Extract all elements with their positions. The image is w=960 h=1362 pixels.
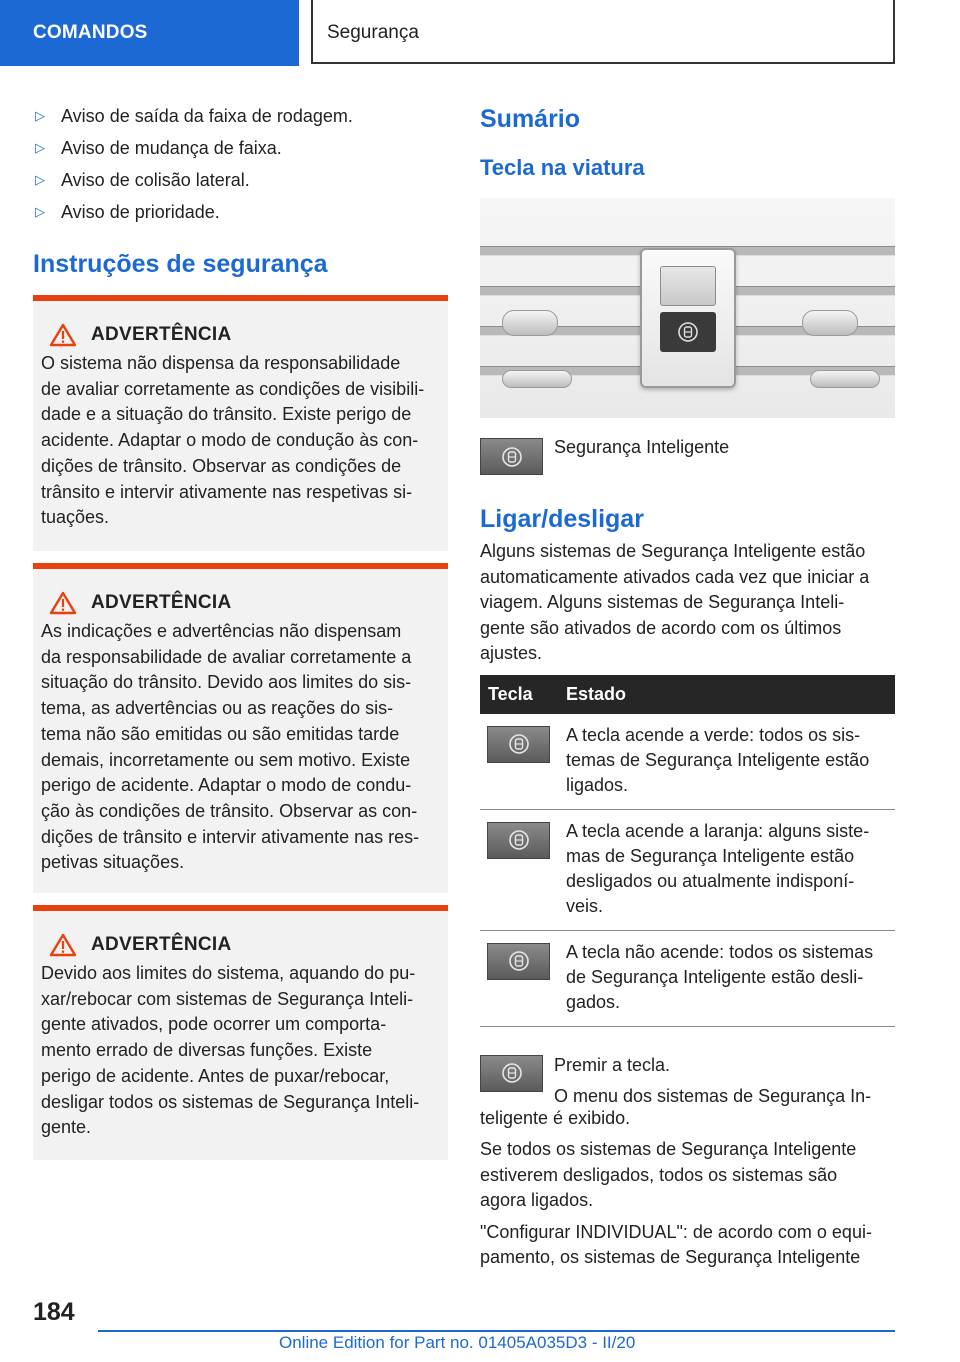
table-row: A tecla não acende: todos os sistemas de Segurança Inteligente estão desli- gados. bbox=[480, 930, 895, 1026]
menu-shown-text: O menu dos sistemas de Segurança In- bbox=[554, 1085, 872, 1106]
section-tab: COMANDOS bbox=[0, 0, 299, 66]
table-row: A tecla acende a verde: todos os sis- temas de Segurança Inteligente estão ligados. bbox=[480, 714, 895, 810]
safety-key-icon bbox=[480, 438, 543, 475]
safety-heading: Instruções de segurança bbox=[33, 250, 328, 278]
warning-box bbox=[33, 563, 448, 893]
triangle-bullet-icon: ▷ bbox=[35, 108, 45, 123]
warning-icon bbox=[49, 323, 77, 347]
feature-list bbox=[33, 100, 448, 228]
triangle-bullet-icon: ▷ bbox=[35, 140, 45, 155]
list-item: ▷ Aviso de mudança de faixa. bbox=[33, 132, 448, 164]
safety-key-icon bbox=[677, 321, 699, 343]
list-item: ▷ Aviso de colisão lateral. bbox=[33, 164, 448, 196]
console-panel bbox=[640, 248, 736, 388]
warning-icon bbox=[49, 591, 77, 615]
list-item: ▷ Aviso de prioridade. bbox=[33, 196, 448, 228]
warning-box bbox=[33, 905, 448, 1160]
triangle-bullet-icon: ▷ bbox=[35, 204, 45, 219]
warning-box bbox=[33, 295, 448, 551]
onoff-heading: Ligar/desligar bbox=[480, 505, 644, 533]
summary-heading: Sumário bbox=[480, 105, 581, 133]
table-header-key: Tecla bbox=[480, 675, 558, 714]
table-row: A tecla acende a laranja: alguns siste- mas de Segurança Inteligente estão desligados ou atualmente indisponí- veis. bbox=[480, 809, 895, 930]
safety-key-icon bbox=[480, 1055, 543, 1092]
warning-title: ADVERTÊNCIA bbox=[91, 934, 232, 955]
table-header-state: Estado bbox=[558, 675, 895, 714]
left-column bbox=[33, 100, 448, 1160]
triangle-bullet-icon: ▷ bbox=[35, 172, 45, 187]
safety-key-icon bbox=[487, 726, 550, 763]
footer-divider bbox=[98, 1330, 895, 1332]
press-key-step bbox=[480, 1053, 895, 1112]
individual-text: "Configurar INDIVIDUAL": de acordo com o equi- pamento, os sistemas de Segurança Inteligente bbox=[480, 1221, 872, 1267]
onoff-text: Alguns sistemas de Segurança Inteligente estão automaticamente ativados cada vez que iniciar a viagem. Alguns sistemas de Segurança Inteli- gente são ativados de acordo com os últimos ajustes. bbox=[480, 541, 870, 663]
button-heading: Tecla na viatura bbox=[480, 155, 645, 180]
safety-key-icon bbox=[487, 822, 550, 859]
button-photo bbox=[480, 198, 895, 418]
warning-title: ADVERTÊNCIA bbox=[91, 324, 232, 345]
warning-text: As indicações e advertências não dispensam da responsabilidade de avaliar corretamente a situação do trânsito. Devido aos limites do sis- tema, as advertências ou as reações do sis- tema não são emitidas ou são emitidas tarde demais, incorretamente ou sem motivo. Existe perigo de acidente. Adaptar o modo de condu- ção às condições de trânsito. Observar as con- dições de trânsito e intervir ativamente nas res- petivas situações. bbox=[41, 621, 420, 873]
all-off-text: Se todos os sistemas de Segurança Inteligente estiverem desligados, todos os sistemas são agora ligados. bbox=[480, 1139, 857, 1210]
warning-icon bbox=[49, 933, 77, 957]
warning-text: Devido aos limites do sistema, aquando do pu- xar/rebocar com sistemas de Segurança Inteli- gente ativados, pode ocorrer um comporta- mento errado de diversas funções. Existe perigo de acidente. Antes de puxar/rebocar, desligar todos os sistemas de Segurança Inteli- gente. bbox=[41, 963, 420, 1138]
state-table bbox=[480, 675, 895, 1027]
warning-text: O sistema não dispensa da responsabilidade de avaliar corretamente as condições de visibili- dade e a situação do trânsito. Existe perigo de acidente. Adaptar o modo de condução às con- dições de trânsito. Observar as condições de trânsito e intervir ativamente nas respetivas si- tuações. bbox=[41, 353, 425, 528]
edition-text: Online Edition for Part no. 01405A035D3 - II/20 bbox=[279, 1333, 636, 1352]
right-column: Sumário Tecla na viatura Segurança Inteligente Ligar/desligar Alguns sistemas de Segurança Inteligente estão automaticamente ativados cada vez que iniciar a viagem. Alguns sistemas de Segurança Inteli- gente são ativados de acordo com os últimos ajustes. Tecla Estado A tecla acende a verde: todos os sis- temas de Segurança Inteligente estão ligados. A tecla acende a laranja: alguns siste- mas de Segurança Inteligente estão desligados ou atualmente indisponí- veis. A tecla não acende: todos os sistemas de Segurança Inteligente estão desli- gados. Premir a tecla. O menu dos sistemas de Segurança In- teligente é exibido. Se todos os sistemas de Segurança Inteligente estiverem desligados, todos os sistemas são agora ligados. "Configurar INDIVIDUAL": de acordo com o equi- pamento, os sistemas de Segurança Inteligente bbox=[480, 100, 895, 1271]
page-title: Segurança bbox=[311, 0, 895, 64]
warning-title: ADVERTÊNCIA bbox=[91, 592, 232, 613]
key-legend bbox=[480, 438, 895, 475]
safety-key-icon bbox=[487, 943, 550, 980]
key-label: Segurança Inteligente bbox=[554, 437, 730, 457]
page-header bbox=[0, 0, 960, 66]
press-key-text: Premir a tecla. bbox=[554, 1054, 671, 1075]
page-number: 184 bbox=[33, 1298, 75, 1326]
list-item: ▷ Aviso de saída da faixa de rodagem. bbox=[33, 100, 448, 132]
